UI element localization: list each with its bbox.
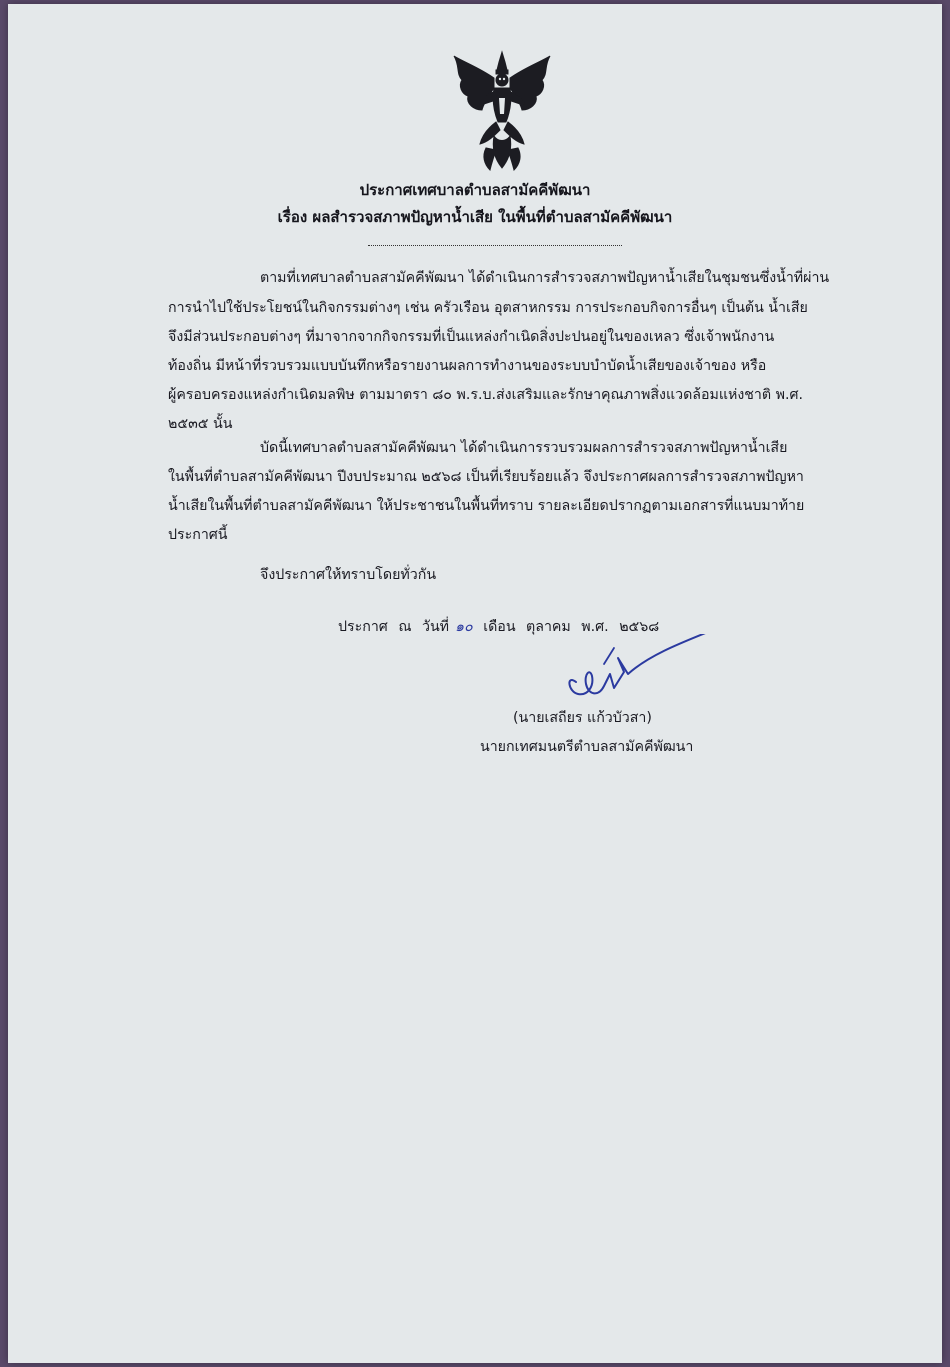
date-month-value: ตุลาคม — [526, 619, 571, 635]
signer-title: นายกเทศมนตรีตำบลสามัคคีพัฒนา — [480, 739, 694, 755]
paragraph2-line: ประกาศนี้ — [168, 527, 228, 543]
date-month-label: เดือน — [483, 619, 516, 635]
signer-name: (นายเสถียร แก้วบัวสา) — [513, 710, 652, 726]
date-year-value: ๒๕๖๘ — [619, 619, 660, 635]
paragraph1-line: ผู้ครอบครองแหล่งกำเนิดมลพิษ ตามมาตรา ๘๐ พ.ร.บ.ส่งเสริมและรักษาคุณภาพสิ่งแวดล้อมแห่งชาติ พ.ศ. — [168, 387, 803, 403]
paragraph2-line: น้ำเสียในพื้นที่ตำบลสามัคคีพัฒนา ให้ประชาชนในพื้นที่ทราบ รายละเอียดปรากฏตามเอกสารที่แนบมาท้าย — [168, 498, 805, 514]
date-day-label: วันที่ — [422, 619, 450, 635]
paragraph1-line: ๒๕๓๕ นั้น — [168, 416, 233, 432]
paragraph2-line: บัดนี้เทศบาลตำบลสามัคคีพัฒนา ได้ดำเนินการรวบรวมผลการสำรวจสภาพปัญหาน้ำเสีย — [260, 440, 788, 456]
date-year-label: พ.ศ. — [581, 619, 609, 635]
date-at-label: ณ — [398, 619, 412, 635]
date-announce-label: ประกาศ — [338, 619, 388, 635]
closing-statement: จึงประกาศให้ทราบโดยทั่วกัน — [260, 567, 437, 583]
handwritten-signature — [548, 634, 718, 714]
date-day-value: ๑๐ — [455, 619, 473, 635]
document-subject: เรื่อง ผลสำรวจสภาพปัญหาน้ำเสีย ในพื้นที่ตำบลสามัคคีพัฒนา — [277, 208, 673, 226]
paragraph1-line: จึงมีส่วนประกอบต่างๆ ที่มาจากจากกิจกรรมที่เป็นแหล่งกำเนิดสิ่งปะปนอยู่ในของเหลว ซึ่งเจ้าพนักงาน — [168, 329, 775, 345]
paragraph1-line: ท้องถิ่น มีหน้าที่รวบรวมแบบบันทึกหรือรายงานผลการทำงานของระบบบำบัดน้ำเสียของเจ้าของ หรือ — [168, 358, 767, 374]
garuda-emblem-icon — [450, 48, 554, 178]
title-divider — [368, 245, 622, 246]
paragraph2-line: ในพื้นที่ตำบลสามัคคีพัฒนา ปีงบประมาณ ๒๕๖๘ เป็นที่เรียบร้อยแล้ว จึงประกาศผลการสำรวจสภาพปัญหา — [168, 469, 804, 485]
document-page — [8, 4, 942, 1363]
document-title: ประกาศเทศบาลตำบลสามัคคีพัฒนา — [359, 181, 591, 199]
paragraph1-line: ตามที่เทศบาลตำบลสามัคคีพัฒนา ได้ดำเนินการสำรวจสภาพปัญหาน้ำเสียในชุมชนซึ่งน้ำที่ผ่าน — [260, 270, 830, 286]
paragraph1-line: การนำไปใช้ประโยชน์ในกิจกรรมต่างๆ เช่น ครัวเรือน อุตสาหกรรม การประกอบกิจการอื่นๆ เป็นต้น น้ำเสีย — [168, 300, 808, 316]
